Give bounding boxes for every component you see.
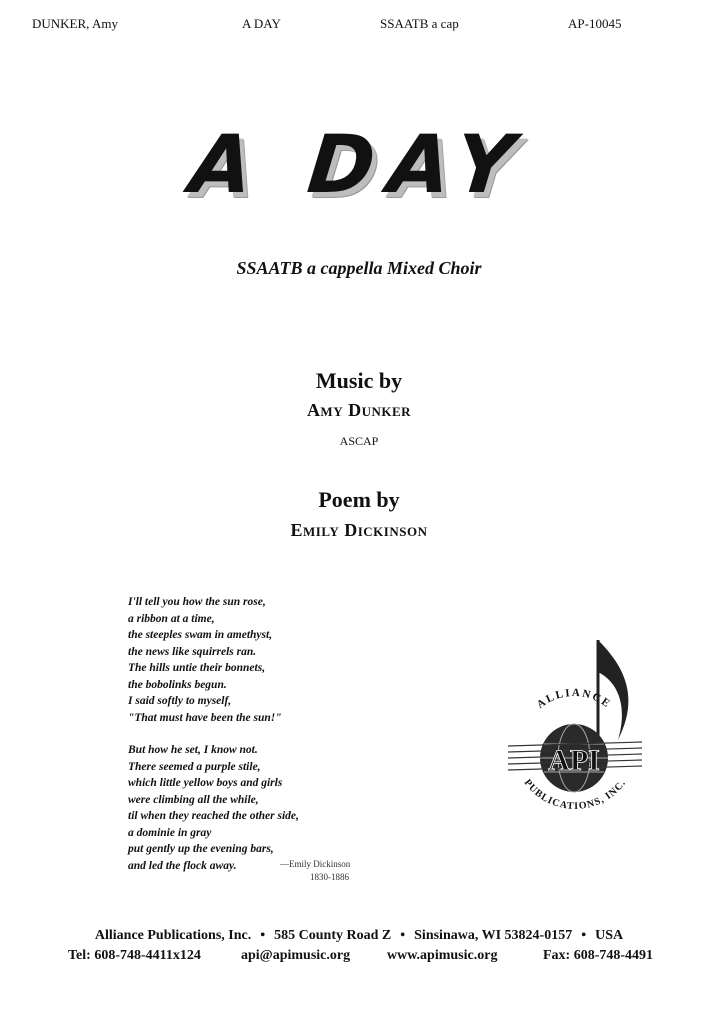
poem-line: the bobolinks begun. [128, 678, 227, 691]
voicing-subtitle: SSAATB a cappella Mixed Choir [236, 258, 482, 278]
bullet-separator: • [400, 928, 406, 943]
poem-line: put gently up the evening bars, [128, 843, 274, 855]
attribution-dates: 1830-1886 [310, 872, 349, 882]
header-catalog-number: AP-10045 [568, 16, 622, 31]
header-voicing: SSAATB a cap [380, 16, 459, 31]
poem-line: a dominie in gray [128, 826, 212, 839]
publisher-name: Alliance Publications, Inc. [94, 928, 252, 943]
poem-line: But how he set, I know not. [128, 744, 258, 756]
header-title: A DAY [242, 16, 281, 31]
street-address: 585 County Road Z [274, 928, 392, 943]
poem-text [128, 594, 408, 874]
poet-name: Emily Dickinson [290, 520, 428, 540]
logo-arc-bottom: PUBLICATIONS, INC. [521, 777, 629, 813]
attribution-name: —Emily Dickinson [280, 859, 351, 869]
email-link[interactable]: api@apimusic.org [241, 948, 351, 963]
poem-line: I'll tell you how the sun rose, [128, 596, 266, 608]
poem-line: the steeples swam in amethyst, [128, 629, 273, 641]
poem-by-heading: Poem by [318, 487, 400, 512]
page-header [0, 16, 718, 36]
poem-line: were climbing all the while, [128, 793, 259, 806]
poem-attribution [280, 858, 390, 884]
poem-line: til when they reached the other side, [128, 810, 299, 822]
telephone: Tel: 608-748-4411x124 [68, 948, 201, 963]
poem-line: which little yellow boys and girls [128, 777, 283, 789]
page-title: A DAY [185, 118, 533, 211]
poem-line: There seemed a purple stile, [128, 760, 261, 773]
poem-line: a ribbon at a time, [128, 612, 215, 625]
city-state-zip: Sinsinawa, WI 53824-0157 [414, 928, 573, 943]
publisher-address [0, 928, 718, 944]
poem-line: I said softly to myself, [128, 695, 232, 707]
country: USA [595, 928, 624, 943]
poem-line: and led the flock away. [128, 859, 237, 872]
website-link[interactable]: www.apimusic.org [387, 948, 498, 963]
poem-line: The hills untie their bonnets, [128, 662, 266, 674]
bullet-separator: • [260, 928, 266, 943]
logo-center-text: API [548, 744, 600, 777]
composer-affiliation: ASCAP [339, 434, 379, 448]
fax-number: Fax: 608-748-4491 [543, 948, 654, 963]
note-flag [598, 640, 628, 740]
poem-line: the news like squirrels ran. [128, 645, 257, 658]
publisher-contact [0, 948, 718, 966]
header-composer: DUNKER, Amy [32, 16, 118, 31]
bullet-separator: • [581, 928, 587, 943]
composer-name: Amy Dunker [306, 400, 412, 420]
publisher-logo [500, 630, 650, 840]
logo-arc-top: ALLIANCE [534, 686, 614, 711]
music-by-heading: Music by [315, 368, 403, 393]
poem-line: "That must have been the sun!" [128, 711, 282, 724]
